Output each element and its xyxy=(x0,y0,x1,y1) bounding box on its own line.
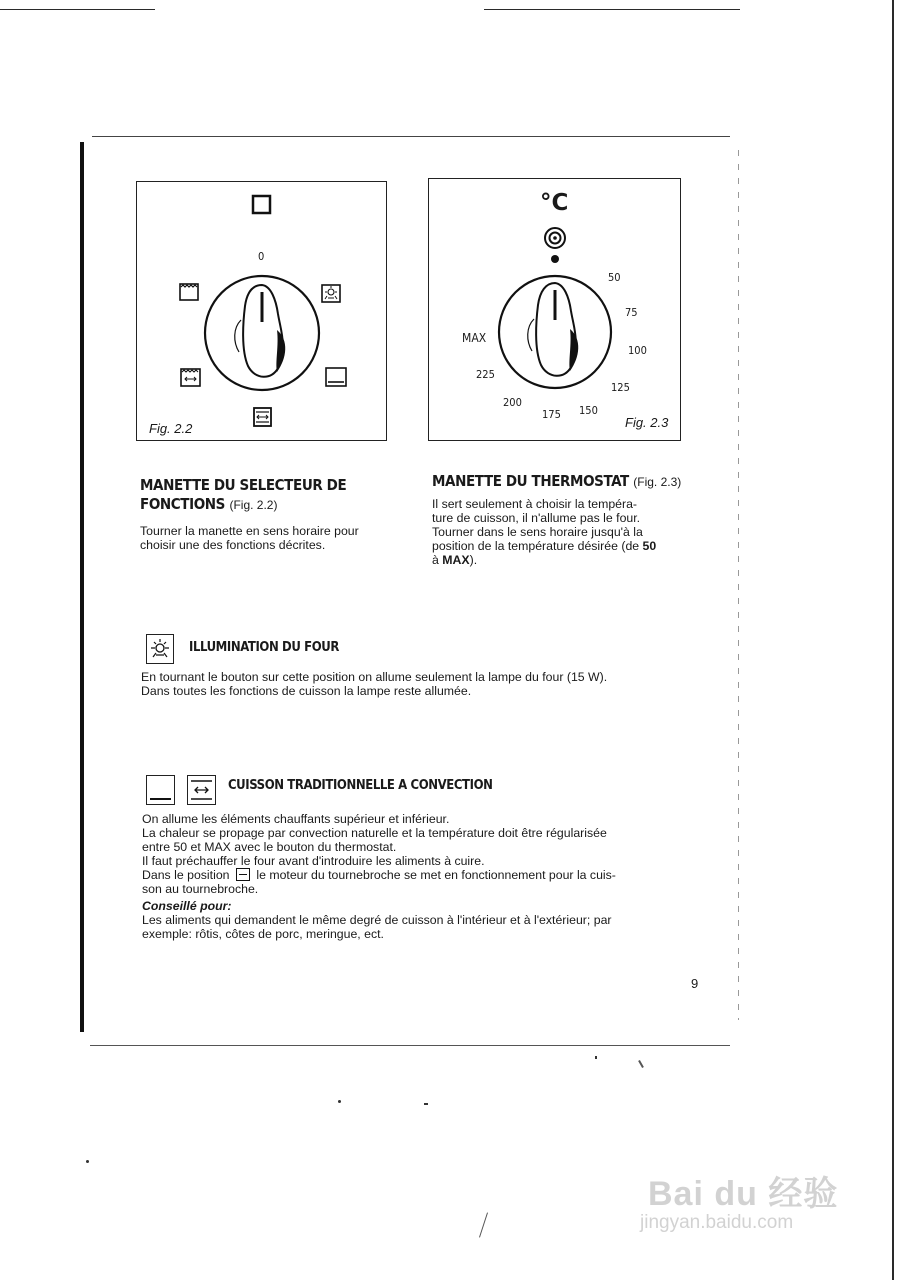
oven-off-icon xyxy=(253,196,270,213)
convection-line4: Il faut préchauffer le four avant d'introduire les aliments à cuire. xyxy=(142,854,485,868)
illumination-text xyxy=(141,670,721,698)
top-heat-icon xyxy=(180,284,198,300)
temp-label-125: 125 xyxy=(611,381,630,394)
convection-line6: son au tournebroche. xyxy=(142,882,259,896)
bottom-heat-icon xyxy=(326,368,346,386)
content-right-dashes xyxy=(738,150,739,1020)
thermostat-heading-wrap xyxy=(432,472,681,491)
selector-heading-line2: FONCTIONS xyxy=(140,495,225,513)
content-bottom-rule xyxy=(90,1045,730,1046)
selector-description xyxy=(140,524,400,552)
temp-label-175: 175 xyxy=(542,408,561,421)
thermostat-line4: position de la température désirée (de 50 xyxy=(432,539,657,553)
scan-speck xyxy=(479,1212,488,1237)
convection-advice-label: Conseillé pour: xyxy=(142,899,232,913)
figure-selector-knob xyxy=(136,181,387,441)
illumination-line2: Dans toutes les fonctions de cuisson la lampe reste allumée. xyxy=(141,684,472,698)
selector-text-line2: choisir une des fonctions décrites. xyxy=(140,538,326,552)
convection-line3: entre 50 et MAX avec le bouton du thermostat. xyxy=(142,840,397,854)
convection-text xyxy=(142,812,722,941)
lamp-icon xyxy=(322,285,340,302)
top-rule-right xyxy=(484,9,740,10)
content-left-bar xyxy=(80,142,84,1032)
scan-speck xyxy=(86,1160,89,1163)
scan-speck xyxy=(338,1100,341,1103)
convection-title: CUISSON TRADITIONNELLE A CONVECTION xyxy=(228,778,493,793)
convection-advice-line2: exemple: rôtis, côtes de porc, meringue, ect. xyxy=(142,927,384,941)
illumination-title: ILLUMINATION DU FOUR xyxy=(189,640,339,655)
temp-label-50: 50 xyxy=(608,271,621,284)
selector-zero-label: 0 xyxy=(258,250,265,263)
convection-line2: La chaleur se propage par convection naturelle et la température doit être régularisée xyxy=(142,826,607,840)
content-top-rule xyxy=(92,136,730,137)
thermostat-heading: MANETTE DU THERMOSTAT xyxy=(432,472,629,490)
convection-advice-line1: Les aliments qui demandent le même degré de cuisson à l'intérieur et à l'extérieur; par xyxy=(142,913,612,927)
temp-label-75: 75 xyxy=(625,306,638,319)
thermostat-description xyxy=(432,497,692,567)
illumination-line1: En tournant le bouton sur cette position on allume seulement la lampe du four (15 W). xyxy=(141,670,608,684)
watermark-url: jingyan.baidu.com xyxy=(640,1212,794,1233)
scan-speck xyxy=(595,1056,597,1059)
figure-2-3-caption: Fig. 2.3 xyxy=(625,415,669,430)
bottom-heat-icon xyxy=(146,775,175,805)
thermostat-line3: Tourner dans le sens horaire jusqu'à la xyxy=(432,525,643,539)
top-rule-left xyxy=(0,9,155,10)
selector-fig-ref: (Fig. 2.2) xyxy=(229,498,278,512)
page-number: 9 xyxy=(691,976,699,991)
thermostat-fig-ref: (Fig. 2.3) xyxy=(633,475,682,489)
indicator-light-icon xyxy=(545,228,565,248)
watermark-brand: Bai du 经验 xyxy=(648,1175,839,1213)
position-dot xyxy=(551,255,559,263)
selector-text-line1: Tourner la manette en sens horaire pour xyxy=(140,524,359,538)
page-right-border xyxy=(892,0,894,1280)
selector-knob[interactable] xyxy=(205,276,319,390)
thermostat-knob[interactable] xyxy=(499,276,611,388)
rotisserie-icon xyxy=(254,408,271,426)
figure-2-2-caption: Fig. 2.2 xyxy=(149,421,193,436)
thermostat-line1: Il sert seulement à choisir la tempéra- xyxy=(432,497,638,511)
convection-line1: On allume les éléments chauffants supérieur et inférieur. xyxy=(142,812,450,826)
temp-label-100: 100 xyxy=(628,344,647,357)
temperature-unit: °C xyxy=(540,190,569,216)
scan-speck xyxy=(638,1060,644,1068)
temp-label-max: MAX xyxy=(462,331,487,345)
temp-label-225: 225 xyxy=(476,368,495,381)
thermostat-line2: ture de cuisson, il n'allume pas le four. xyxy=(432,511,641,525)
grill-icon xyxy=(181,369,200,386)
selector-heading-line2-wrap xyxy=(140,495,277,514)
lamp-icon xyxy=(146,634,174,664)
convection-line5: Dans le position le moteur du tournebroche se met en fonctionnement pour la cuis- xyxy=(142,868,616,882)
rotisserie-inline-icon xyxy=(236,868,250,881)
convection-icon xyxy=(187,775,216,805)
selector-heading-line1: MANETTE DU SELECTEUR DE xyxy=(140,476,347,494)
thermostat-line5: à MAX). xyxy=(432,553,478,567)
temp-label-150: 150 xyxy=(579,404,598,417)
scan-speck xyxy=(424,1103,428,1105)
temp-label-200: 200 xyxy=(503,396,522,409)
figure-thermostat-knob xyxy=(428,178,681,441)
